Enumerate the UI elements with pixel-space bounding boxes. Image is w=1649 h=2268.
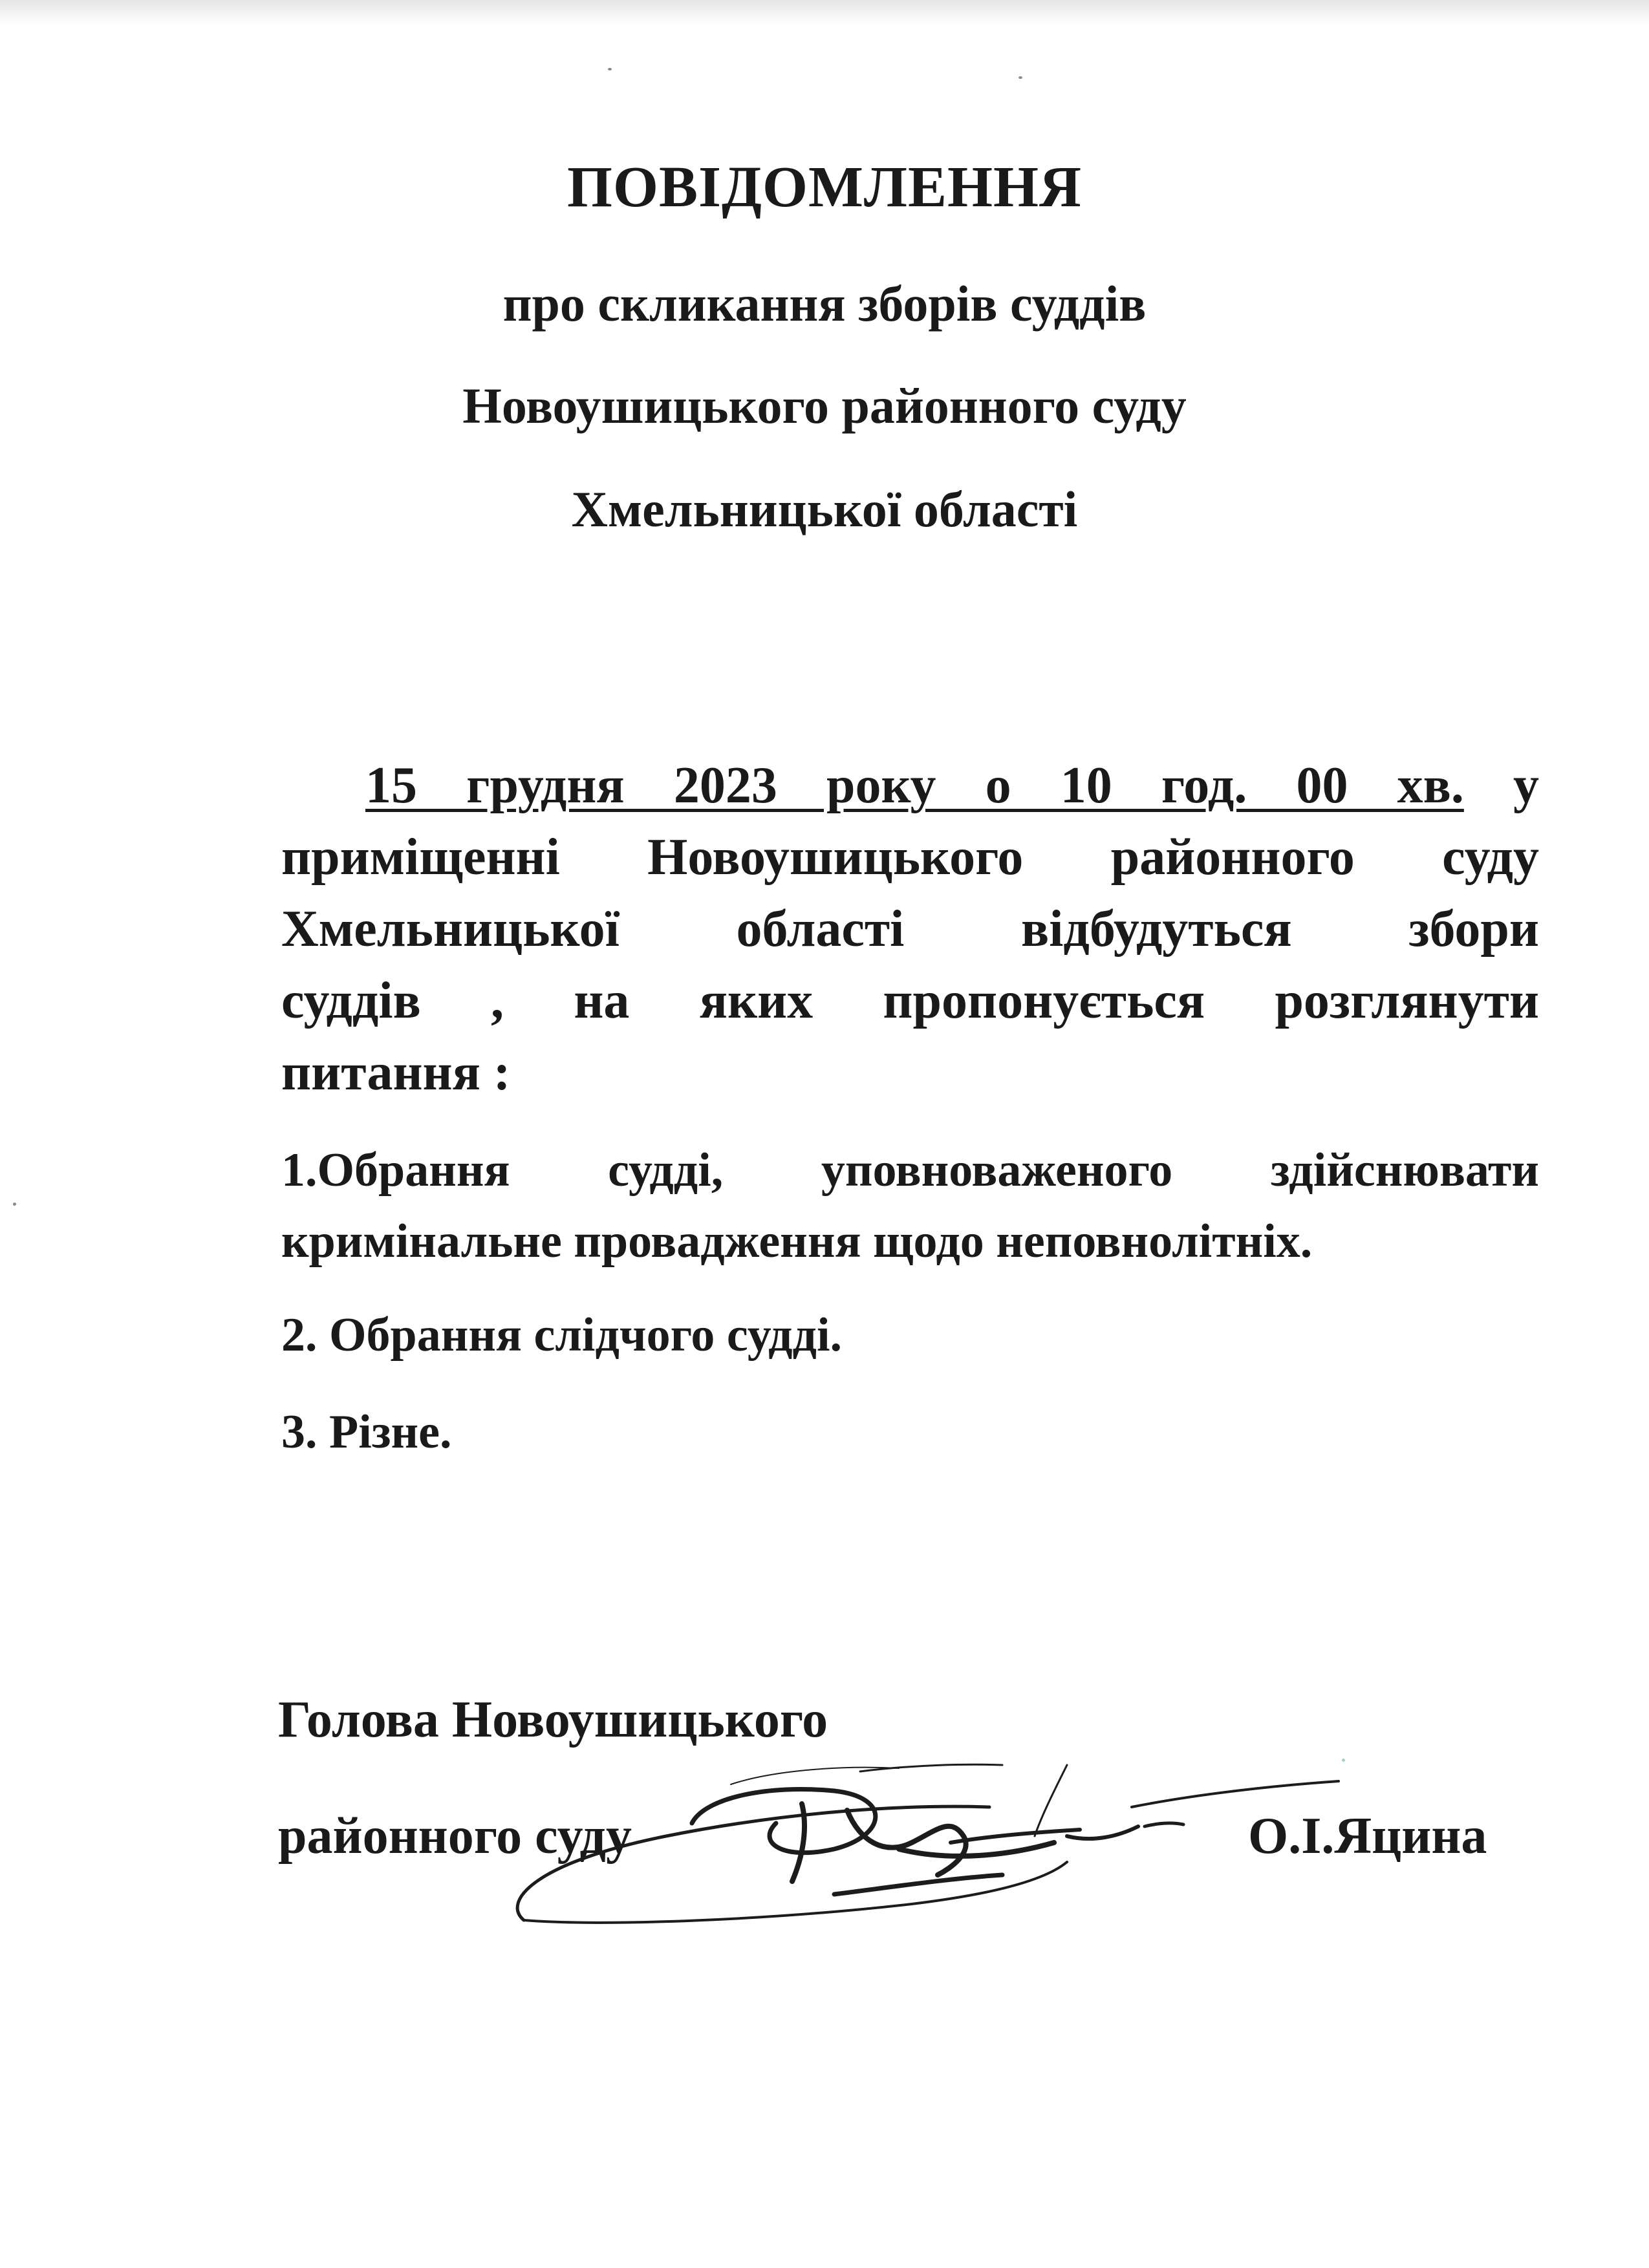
agenda-item-2 xyxy=(281,1300,1539,1371)
signer-name: О.І.Яцина xyxy=(1248,1808,1487,1865)
notice-line-5: питання : xyxy=(281,1044,511,1101)
notice-line-2: приміщенні Новоушицького районного суду xyxy=(281,829,1539,886)
agenda-item-2-text: 2. Обрання слідчого судді. xyxy=(281,1309,843,1362)
notice-line-3: Хмельницької області відбудуться збори xyxy=(281,901,1539,957)
scan-speck xyxy=(1018,76,1022,79)
document-subtitle: про скликання зборів суддів xyxy=(502,275,1147,332)
scan-speck xyxy=(13,1203,16,1206)
signer-position-line-1: Голова Новоушицького xyxy=(278,1691,828,1748)
notice-paragraph xyxy=(281,750,1539,1109)
signer-position-line-2: районного суду xyxy=(278,1808,632,1865)
scan-speck xyxy=(1342,1759,1345,1762)
agenda-item-3-text: 3. Різне. xyxy=(281,1406,452,1459)
agenda-item-1-line-2: кримінальне провадження щодо неповнолітніх. xyxy=(281,1215,1313,1268)
agenda-item-1 xyxy=(281,1135,1539,1277)
meeting-date-time: 15 грудня 2023 року о 10 год. 00 хв. xyxy=(365,757,1464,814)
court-name: Новоушицького районного суду xyxy=(462,378,1187,434)
document-title: ПОВІДОМЛЕННЯ xyxy=(566,155,1083,219)
handwritten-signature xyxy=(498,1746,1358,1933)
notice-line-1-tail: у xyxy=(1513,757,1539,814)
agenda-item-3 xyxy=(281,1396,1539,1468)
scan-edge-shadow xyxy=(0,0,1649,26)
region-name: Хмельницької області xyxy=(571,481,1078,537)
scan-speck xyxy=(608,68,612,70)
agenda-item-1-line-1: 1.Обрання судді, уповноваженого здійснювати xyxy=(281,1144,1539,1197)
notice-line-4: суддів , на яких пропонується розглянути xyxy=(281,972,1539,1029)
notice-line-1 xyxy=(281,750,1539,822)
